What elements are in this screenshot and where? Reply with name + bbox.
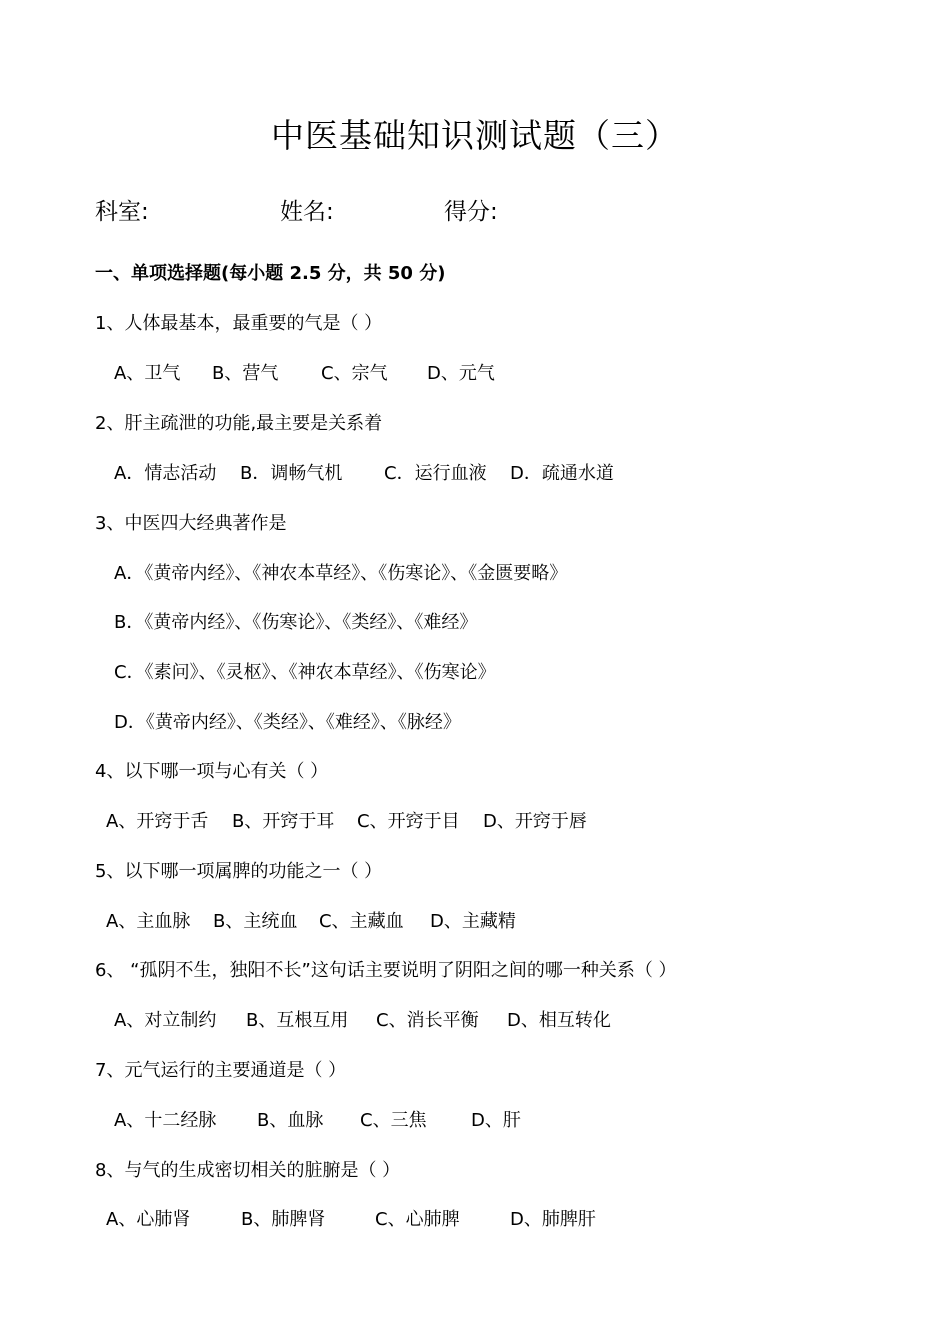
option-b: B、肺脾肾 [241,1209,326,1230]
option-b: B、互根互用 [246,1010,349,1031]
option-d: D、元气 [427,363,495,384]
option-d: D．疏通水道 [510,463,614,484]
score-label: 得分: [444,199,498,225]
question-4: 4、以下哪一项与心有关（ ） [95,761,329,782]
option-a: A．情志活动 [114,463,217,484]
option-b: B．《黄帝内经》、《伤寒论》、《类经》、《难经》 [114,612,478,633]
option-b: B、血脉 [257,1110,324,1131]
option-c: C、消长平衡 [376,1010,479,1031]
question-2: 2、肝主疏泄的功能,最主要是关系着 [95,413,383,434]
question-1: 1、人体最基本，最重要的气是（ ） [95,313,383,334]
question-8: 8、与气的生成密切相关的脏腑是（ ） [95,1160,401,1181]
question-6: 6、 “孤阴不生，独阳不长”这句话主要说明了阴阳之间的哪一种关系（ ） [95,960,677,981]
option-c: C、三焦 [360,1110,427,1131]
department-label: 科室: [95,199,149,225]
page-title: 中医基础知识测试题（三） [271,116,679,155]
name-label: 姓名: [280,199,334,225]
option-b: B、主统血 [213,911,298,932]
question-5: 5、以下哪一项属脾的功能之一（ ） [95,861,383,882]
option-a: A、心肺肾 [106,1209,191,1230]
option-a: A、主血脉 [106,911,191,932]
question-3: 3、中医四大经典著作是 [95,513,287,534]
section-title: 一、单项选择题(每小题 2.5 分，共 50 分) [95,263,446,284]
option-d: D、主藏精 [430,911,516,932]
option-b: B．调畅气机 [240,463,343,484]
option-d: D、开窍于唇 [483,811,587,832]
option-d: D．《黄帝内经》、《类经》、《难经》、《脉经》 [114,712,461,733]
option-c: C、心肺脾 [375,1209,460,1230]
option-b: B、营气 [212,363,279,384]
option-a: A、十二经脉 [114,1110,217,1131]
option-c: C、主藏血 [319,911,404,932]
option-a: A、开窍于舌 [106,811,209,832]
option-c: C、宗气 [321,363,388,384]
option-a: A、卫气 [114,363,181,384]
option-d: D、肝 [471,1110,521,1131]
option-d: D、相互转化 [507,1010,611,1031]
option-a: A、对立制约 [114,1010,217,1031]
option-d: D、肺脾肝 [510,1209,596,1230]
question-7: 7、元气运行的主要通道是（ ） [95,1060,347,1081]
option-a: A．《黄帝内经》、《神农本草经》、《伤寒论》、《金匮要略》 [114,563,568,584]
option-c: C、开窍于目 [357,811,460,832]
option-c: C．运行血液 [384,463,487,484]
option-c: C．《素问》、《灵枢》、《神农本草经》、《伤寒论》 [114,662,496,683]
option-b: B、开窍于耳 [232,811,335,832]
